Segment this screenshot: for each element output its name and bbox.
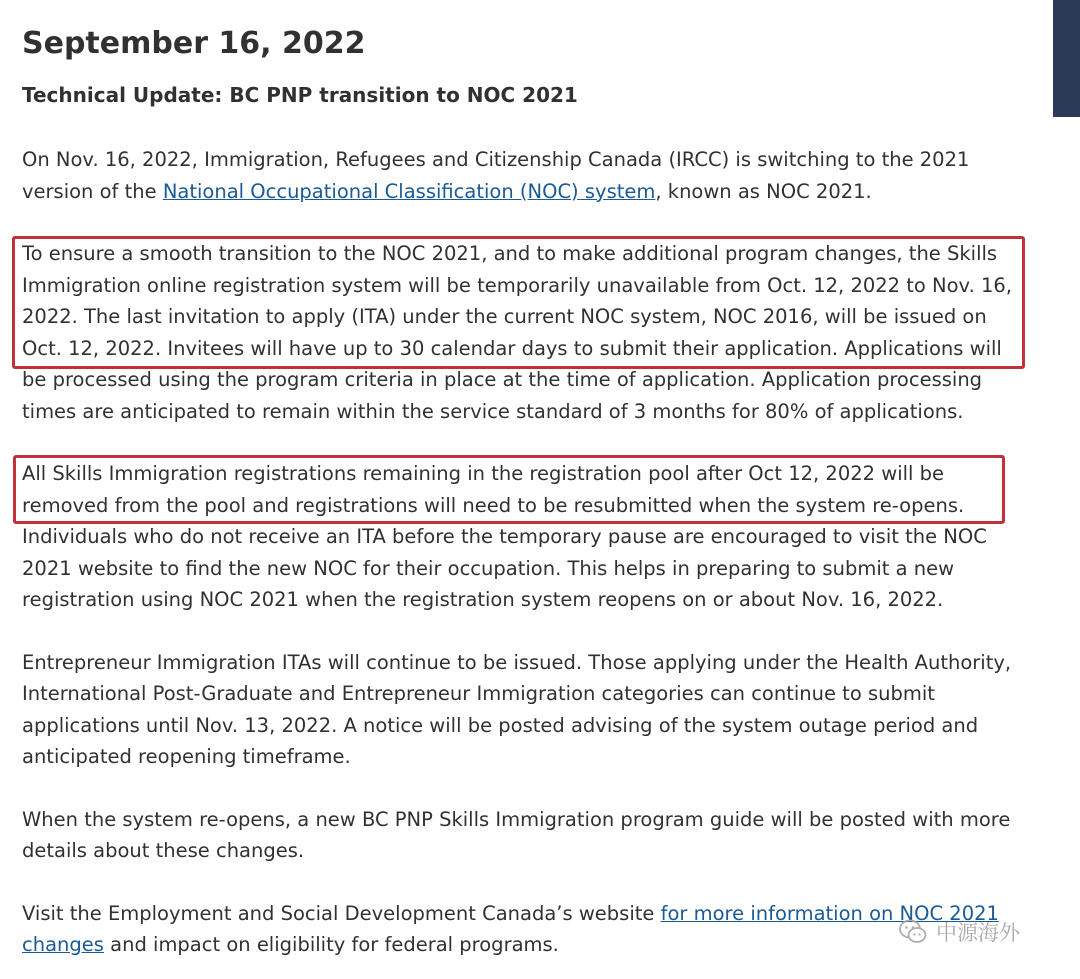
paragraph-line: Oct. 12, 2022. Invitees will have up to 30 calendar days to submit their application. Applications will [22, 336, 1002, 360]
paragraph-line [22, 898, 1032, 930]
paragraph-line: 2022. The last invitation to apply (ITA) under the current NOC system, NOC 2016, will be issued on [22, 305, 987, 328]
side-accent-bar [1053, 0, 1080, 117]
paragraph-line: applications until Nov. 13, 2022. A notice will be posted advising of the system outage period and [22, 713, 979, 737]
paragraph-esdc [22, 898, 1032, 961]
text-segment: Visit the Employment and Social Development Canada’s website [22, 901, 661, 925]
paragraph-entrepreneur [22, 647, 1032, 773]
paragraph-line: details about these changes. [22, 839, 305, 862]
esdc-noc-info-link[interactable]: for more information on NOC 2021 [660, 901, 999, 925]
page-title-date: September 16, 2022 [22, 26, 366, 61]
paragraph-line: 2021 website to find the new NOC for their occupation. This helps in preparing to submit a new [22, 556, 955, 580]
paragraph-line: anticipated reopening timeframe. [22, 745, 351, 768]
paragraph-line: All Skills Immigration registrations remaining in the registration pool after Oct 12, 2022 will be [22, 462, 945, 485]
paragraph-line: When the system re-opens, a new BC PNP Skills Immigration program guide will be posted with more [22, 807, 1011, 831]
text-segment: and impact on eligibility for federal programs. [103, 933, 559, 956]
paragraph-line [22, 176, 1032, 208]
paragraph-line: International Post-Graduate and Entrepreneur Immigration categories can continue to submit [22, 682, 935, 705]
paragraph-line: registration using NOC 2021 when the registration system reopens on or about Nov. 16, 2022. [22, 588, 944, 611]
paragraph-line: To ensure a smooth transition to the NOC 2021, and to make additional program changes, the Skills [22, 242, 998, 265]
update-subtitle: Technical Update: BC PNP transition to NOC 2021 [22, 83, 578, 107]
paragraph-line: Entrepreneur Immigration ITAs will continue to be issued. Those applying under the Health Authority, [22, 650, 1012, 674]
paragraph-line: On Nov. 16, 2022, Immigration, Refugees and Citizenship Canada (IRCC) is switching to the 2021 [22, 148, 970, 171]
paragraph-line: Individuals who do not receive an ITA before the temporary pause are encouraged to visit the NOC [22, 525, 987, 548]
paragraph-line: removed from the pool and registrations will need to be resubmitted when the system re-opens. [22, 493, 965, 517]
paragraph-line: times are anticipated to remain within the service standard of 3 months for 80% of applications. [22, 399, 964, 423]
noc-system-link[interactable]: National Occupational Classification (NOC) system [162, 179, 656, 203]
watermark [898, 914, 1020, 950]
paragraph-noc-switch [22, 144, 1032, 207]
paragraph-line: Immigration online registration system will be temporarily unavailable from Oct. 12, 2022 to Nov. 16, [22, 273, 1012, 297]
paragraph-program-guide [22, 804, 1032, 867]
paragraph-line [22, 929, 1032, 961]
paragraph-registrations [22, 458, 1032, 616]
wechat-icon [898, 917, 928, 947]
article [22, 22, 1032, 961]
watermark-text: 中源海外 [936, 921, 1020, 945]
paragraph-transition [22, 238, 1032, 427]
paragraph-line: be processed using the program criteria in place at the time of application. Application processing [22, 368, 983, 391]
text-segment: , known as NOC 2021. [655, 179, 872, 203]
esdc-noc-changes-link[interactable]: changes [22, 933, 104, 956]
text-segment: version of the [22, 179, 163, 203]
